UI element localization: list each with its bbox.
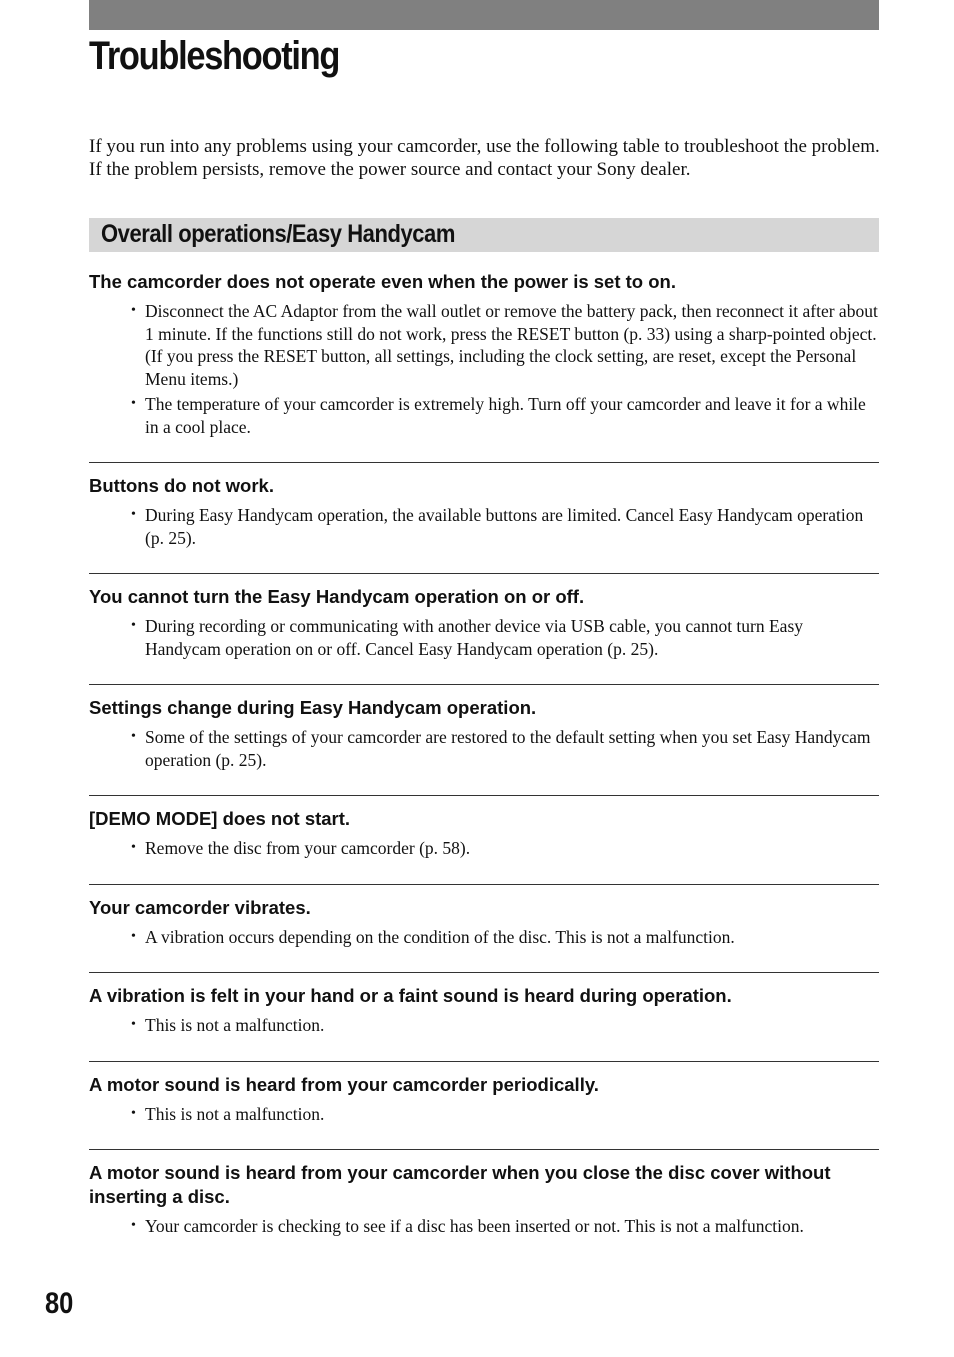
problem-heading: [DEMO MODE] does not start. — [89, 808, 351, 829]
intro-paragraph: If you run into any problems using your camcorder, use the following table to troubleshoot the problem. If the problem persists, remove the power source and contact your Sony dealer. — [89, 136, 880, 180]
problem-heading: A vibration is felt in your hand or a faint sound is heard during operation. — [89, 985, 732, 1006]
solution-item: • This is not a malfunction. — [89, 1014, 879, 1037]
solution-item: • Your camcorder is checking to see if a disc has been inserted or not. This is not a malfunction. — [89, 1215, 879, 1238]
problem-heading: A motor sound is heard from your camcorder when you close the disc cover without inserting a disc. — [89, 1162, 831, 1207]
trouble-item — [89, 684, 879, 771]
problem-heading: The camcorder does not operate even when the power is set to on. — [89, 271, 676, 292]
solution-list — [89, 1215, 879, 1238]
trouble-item — [89, 795, 879, 860]
header-bar — [89, 0, 879, 30]
solution-list — [89, 300, 879, 438]
solution-item: • The temperature of your camcorder is extremely high. Turn off your camcorder and leave it for a while in a cool place. — [89, 393, 879, 438]
solution-item: • A vibration occurs depending on the condition of the disc. This is not a malfunction. — [89, 926, 879, 949]
problem-heading: A motor sound is heard from your camcorder periodically. — [89, 1073, 599, 1095]
page-number: 80 — [45, 1287, 74, 1320]
trouble-item — [89, 270, 879, 438]
problem-heading: Your camcorder vibrates. — [89, 896, 311, 918]
solution-item: • Some of the settings of your camcorder are restored to the default setting when you set Easy Handycam operation (p. 25). — [89, 726, 879, 771]
solution-item: • This is not a malfunction. — [89, 1103, 879, 1126]
page-title: Troubleshooting — [89, 34, 340, 78]
solution-list — [89, 504, 879, 549]
solution-list — [89, 1014, 879, 1037]
problem-heading: You cannot turn the Easy Handycam operation on or off. — [89, 586, 585, 607]
solution-item: • During recording or communicating with another device via USB cable, you cannot turn Easy Handycam operation on or off. Cancel Easy Handycam operation (p. 25). — [89, 615, 879, 660]
trouble-item — [89, 972, 879, 1037]
solution-item: • During Easy Handycam operation, the available buttons are limited. Cancel Easy Handycam operation (p. 25). — [89, 504, 879, 549]
solution-item: • Disconnect the AC Adaptor from the wall outlet or remove the battery pack, then reconnect it after about 1 minute. If the functions still do not work, press the RESET button (p. 33) using a sharp-pointed object. (If you press the RESET button, all settings, including the clock setting, are reset, except the Personal Menu items.) — [89, 300, 879, 390]
solution-list — [89, 615, 879, 660]
trouble-item — [89, 1149, 879, 1238]
solution-item: • Remove the disc from your camcorder (p. 58). — [89, 837, 879, 860]
solution-list — [89, 726, 879, 771]
trouble-item — [89, 462, 879, 549]
solution-list — [89, 1103, 879, 1126]
trouble-item — [89, 573, 879, 660]
solution-list — [89, 837, 879, 860]
trouble-item — [89, 1061, 879, 1126]
problem-heading: Settings change during Easy Handycam operation. — [89, 697, 537, 718]
trouble-item — [89, 884, 879, 949]
section-header — [89, 218, 879, 252]
solution-list — [89, 926, 879, 949]
troubleshooting-list — [89, 270, 879, 1241]
problem-heading: Buttons do not work. — [89, 475, 274, 496]
section-title: Overall operations/Easy Handycam — [101, 220, 455, 248]
